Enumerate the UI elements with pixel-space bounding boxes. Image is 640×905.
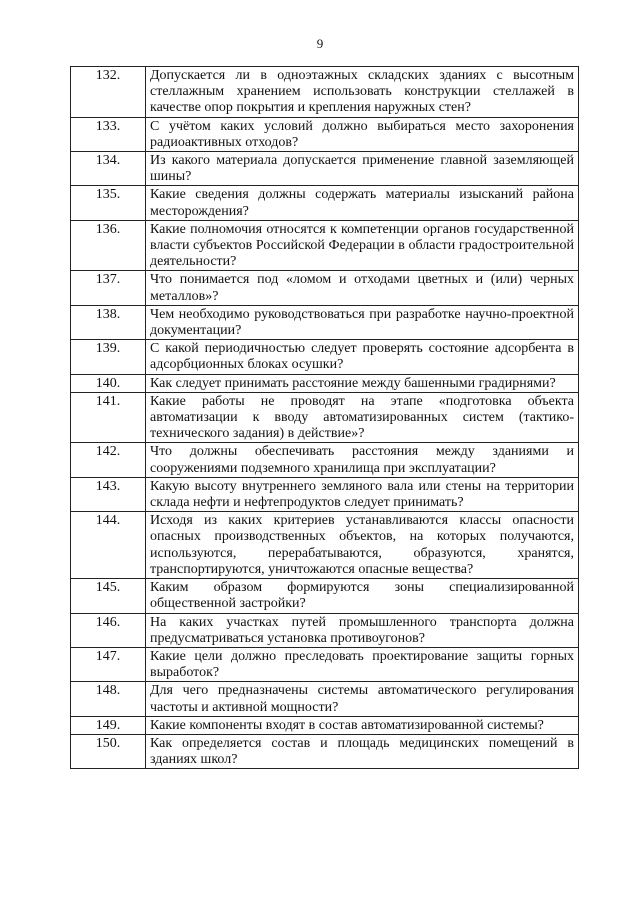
question-number: 135.: [71, 186, 146, 220]
table-row: [71, 734, 579, 768]
question-number: 148.: [71, 682, 146, 716]
question-text: Что должны обеспечивать расстояния между зданиями и сооружениями подземного хранилища при эксплуатации?: [146, 443, 579, 477]
question-text: Как определяется состав и площадь медицинских помещений в зданиях школ?: [146, 734, 579, 768]
question-number: 149.: [71, 716, 146, 734]
question-text: На каких участках путей промышленного транспорта должна предусматриваться установка противоугонов?: [146, 613, 579, 647]
question-number: 140.: [71, 374, 146, 392]
table-row: [71, 443, 579, 477]
question-text: Из какого материала допускается применение главной заземляющей шины?: [146, 152, 579, 186]
question-text: Что понимается под «ломом и отходами цветных и (или) черных металлов»?: [146, 271, 579, 305]
question-text: Как следует принимать расстояние между башенными градирнями?: [146, 374, 579, 392]
question-number: 133.: [71, 117, 146, 151]
table-row: [71, 477, 579, 511]
table-row: [71, 305, 579, 339]
table-row: [71, 340, 579, 374]
table-row: [71, 117, 579, 151]
question-text: С какой периодичностью следует проверять состояние адсорбента в адсорбционных блоках осушки?: [146, 340, 579, 374]
question-number: 143.: [71, 477, 146, 511]
table-row: [71, 220, 579, 271]
question-number: 147.: [71, 647, 146, 681]
question-number: 138.: [71, 305, 146, 339]
question-text: Допускается ли в одноэтажных складских зданиях с высотным стеллажным хранением использовать конструкции стеллажей в качестве опор покрытия и крепления наружных стен?: [146, 67, 579, 118]
question-text: Какие цели должно преследовать проектирование защиты горных выработок?: [146, 647, 579, 681]
table-row: [71, 186, 579, 220]
table-row: [71, 613, 579, 647]
table-row: [71, 374, 579, 392]
table-row: [71, 512, 579, 579]
question-number: 145.: [71, 579, 146, 613]
table-row: [71, 152, 579, 186]
questions-table: [70, 66, 579, 769]
question-text: Какие сведения должны содержать материалы изысканий района месторождения?: [146, 186, 579, 220]
question-number: 132.: [71, 67, 146, 118]
question-number: 146.: [71, 613, 146, 647]
table-row: [71, 271, 579, 305]
question-text: С учётом каких условий должно выбираться место захоронения радиоактивных отходов?: [146, 117, 579, 151]
question-text: Каким образом формируются зоны специализированной общественной застройки?: [146, 579, 579, 613]
question-text: Какие полномочия относятся к компетенции органов государственной власти субъектов Российской Федерации в области градостроительной деятельности?: [146, 220, 579, 271]
question-text: Какую высоту внутреннего земляного вала или стены на территории склада нефти и нефтепродуктов следует принимать?: [146, 477, 579, 511]
question-text: Исходя из каких критериев устанавливаются классы опасности опасных производственных объектов, на которых получаются, используются, перерабатываются, образуются, хранятся, транспортируются, уничтожаются опасные вещества?: [146, 512, 579, 579]
question-text: Какие компоненты входят в состав автоматизированной системы?: [146, 716, 579, 734]
question-number: 134.: [71, 152, 146, 186]
question-number: 136.: [71, 220, 146, 271]
question-number: 142.: [71, 443, 146, 477]
page-number: 9: [316, 36, 324, 51]
question-text: Какие работы не проводят на этапе «подготовка объекта автоматизации к вводу автоматизированных систем (тактико-технического задания) в действие»?: [146, 392, 579, 443]
question-number: 150.: [71, 734, 146, 768]
table-row: [71, 682, 579, 716]
table-row: [71, 579, 579, 613]
question-number: 141.: [71, 392, 146, 443]
table-row: [71, 392, 579, 443]
question-number: 137.: [71, 271, 146, 305]
table-row: [71, 716, 579, 734]
table-row: [71, 647, 579, 681]
question-text: Чем необходимо руководствоваться при разработке научно-проектной документации?: [146, 305, 579, 339]
questions-table-body: [71, 67, 579, 769]
question-number: 139.: [71, 340, 146, 374]
table-row: [71, 67, 579, 118]
question-number: 144.: [71, 512, 146, 579]
question-text: Для чего предназначены системы автоматического регулирования частоты и активной мощности?: [146, 682, 579, 716]
